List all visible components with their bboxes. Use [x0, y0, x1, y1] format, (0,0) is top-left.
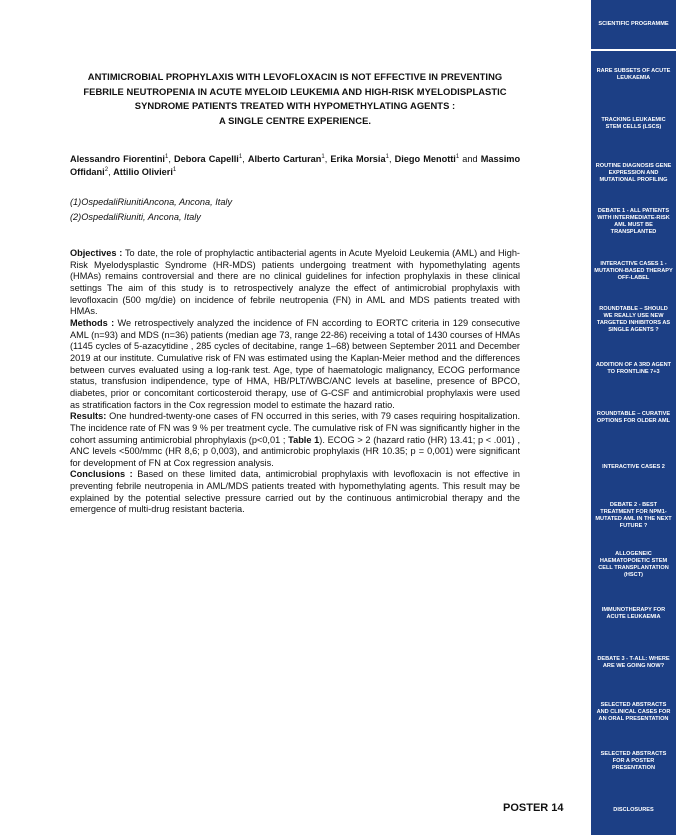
sidebar-item-rare-subsets-of-acute-leukaemia[interactable]: RARE SUBSETS OF ACUTE LEUKAEMIA [591, 51, 676, 100]
title-line: FEBRILE NEUTROPENIA IN ACUTE MYELOID LEUKEMIA AND HIGH-RISK MYELODISPLASTIC [83, 85, 507, 97]
author-name: Massimo Offidani [70, 154, 521, 177]
objectives-text: To date, the role of prophylactic antibacterial agents in Acute Myeloid Leukemia (AML) and High-Risk Myelodysplastic Syndrome (HR-MDS) patients undergoing treatment with hypomethylating agents (HMAs) remains controversial and there are no clinical guidelines for infection prophylaxis in these clinical settings The aim of this study is to retrospectively analyze the effect of antimicrobial prophylaxis with levofloxacin (500 mg/die) on incidence of febrile neutropenia (FN) in AML and MDS patients treated with HMAs. [70, 248, 520, 317]
author-name: Attilio Olivieri [113, 167, 173, 177]
results-text-continued: ). ECOG > 2 (hazard ratio (HR) 13.41; p < .001) , ANC levels <500/mmc (HR 8,6; p 0,003), and antimicrobic prophylaxis (HR 10.35; p = 0,001) were significant for development of FN at Cox regression analysis. [70, 434, 520, 468]
title-line: SYNDROME PATIENTS TREATED WITH HYPOMETHYLATING AGENTS : [134, 100, 456, 112]
sidebar-item-roundtable-curative-options-for-older-am[interactable]: ROUNDTABLE – CURATIVE OPTIONS FOR OLDER AML [591, 394, 676, 443]
results-section [70, 411, 520, 469]
conclusions-text: Based on these limited data, antimicrobial prophylaxis with levofloxacin is not effective in preventing febrile neutropenia in AML/MDS patients treated with hypomethylating agents. This result may be explained by the potential selective pressure carried out by the continuous antimicrobial therapy and the emergence of multi-drug resistant bacteria. [70, 469, 520, 515]
sidebar-item-disclosures[interactable]: DISCLOSURES [591, 786, 676, 835]
author-name: Debora Capelli [173, 154, 239, 164]
sidebar-item-immunotherapy-for-acute-leukaemia[interactable]: IMMUNOTHERAPY FOR ACUTE LEUKAEMIA [591, 590, 676, 639]
methods-label: Methods : [70, 317, 115, 328]
title-line: A SINGLE CENTRE EXPERIENCE. [218, 114, 372, 126]
affiliation-marker: 1 [172, 166, 177, 173]
author-separator: and [459, 154, 481, 164]
sidebar-item-debate-2-best-treatment-for-npm1-mutated[interactable]: DEBATE 2 - BEST TREATMENT FOR NPM1-MUTATED AML IN THE NEXT FUTURE ? [591, 492, 676, 541]
results-text: One hundred-twenty-one cases of FN occurred in this series, with 79 cases requiring hospitalization. The incidence rate of FN was 9 % per treatment cycle. The cumulative risk of FN was significantly higher in the cohort assuming antimicrobial phrophylaxis (p<0,01 ; [70, 411, 520, 445]
sidebar-item-roundtable-should-we-really-use-new-targ[interactable]: ROUNDTABLE – SHOULD WE REALLY USE NEW TARGETED INHIBITORS AS SINGLE AGENTS ? [591, 296, 676, 345]
author-separator: , [108, 167, 114, 177]
sidebar-item-addition-of-a-3rd-agent-to-frontline-7-3[interactable]: ADDITION OF A 3RD AGENT TO FRONTLINE 7+3 [591, 345, 676, 394]
author-name: Erika Morsia [330, 154, 386, 164]
objectives-section [70, 248, 520, 318]
author-separator: , [168, 154, 174, 164]
sidebar-item-allogeneic-haematopoietic-stem-cell-tran[interactable]: ALLOGENEIC HAEMATOPOIETIC STEM CELL TRANSPLANTATION (HSCT) [591, 541, 676, 590]
title-line: ANTIMICROBIAL PROPHYLAXIS WITH LEVOFLOXACIN IS NOT EFFECTIVE IN PREVENTING [87, 71, 503, 82]
sidebar-item-interactive-cases-1-mutation-based-thera[interactable]: INTERACTIVE CASES 1 - MUTATION-BASED THERAPY OFF-LABEL [591, 247, 676, 296]
methods-section [70, 318, 520, 411]
sidebar-item-selected-abstracts-and-clinical-cases-fo[interactable]: SELECTED ABSTRACTS AND CLINICAL CASES FOR AN ORAL PRESENTATION [591, 688, 676, 737]
affiliation-marker: 1 [385, 153, 389, 160]
sidebar-item-debate-1-all-patients-with-intermediate-[interactable]: DEBATE 1 - ALL PATIENTS WITH INTERMEDIATE-RISK AML MUST BE TRANSPLANTED [591, 198, 676, 247]
abstract-body [70, 248, 520, 516]
abstract-title [62, 70, 528, 128]
sidebar-item-scientific-programme[interactable]: SCIENTIFIC PROGRAMME [591, 0, 676, 49]
author-separator: , [388, 154, 395, 164]
author-separator: , [324, 154, 331, 164]
conclusions-section [70, 469, 520, 516]
affiliation-marker: 1 [455, 153, 460, 160]
conclusions-label: Conclusions : [70, 469, 133, 480]
sidebar-item-interactive-cases-2[interactable]: INTERACTIVE CASES 2 [591, 443, 676, 492]
author-list [70, 153, 520, 179]
affiliations [70, 195, 520, 224]
results-label: Results: [70, 411, 107, 422]
author-name: Alberto Carturan [247, 154, 322, 164]
author-separator: , [242, 154, 248, 164]
sidebar-item-selected-abstracts-for-a-poster-presenta[interactable]: SELECTED ABSTRACTS FOR A POSTER PRESENTATION [591, 737, 676, 786]
sidebar-nav [591, 0, 676, 832]
affiliation-marker: 1 [164, 153, 169, 160]
affiliation-marker: 1 [321, 153, 325, 160]
table-reference: Table 1 [288, 434, 320, 445]
author-name: Alessandro Fiorentini [70, 154, 165, 164]
sidebar-item-tracking-leukaemic-stem-cells-lscs[interactable]: TRACKING LEUKAEMIC STEM CELLS (LSCS) [591, 100, 676, 149]
affiliation-marker: 2 [104, 166, 109, 173]
affiliation: (1)OspedaliRiunitiAncona, Ancona, Italy [70, 197, 233, 207]
affiliation: (2)OspedaliRiuniti, Ancona, Italy [70, 211, 201, 222]
methods-text: We retrospectively analyzed the incidence of FN according to EORTC criteria in 129 consecutive AML (n=93) and MDS (n=36) patients (median age 73, range 22-86) receiving a total of 1430 courses of HMAs (1145 cycles of 5-azacytidine , 285 cycles of decitabine, range 1–68) between September 2011 and December 2019 at our institute. Cumulative risk of FN was estimated using the Kaplan-Meier method and the differences between curves evaluated using a log-rank test. Age, type of haematologic malignancy, ECOG performance status, transfusion indipendence, type of HMA, HB/PLT/WBC/ANC levels at baseline, presence of BPCO, diabetes, prior or concomitant corticosteroid therapy, use of G-CSF and antimicrobial prophylaxis were used as stratification factors in the Cox regression model to estimate the hazard ratio. [70, 317, 520, 410]
sidebar-item-routine-diagnosis-gene-expression-and-mu[interactable]: ROUTINE DIAGNOSIS GENE EXPRESSION AND MUTATIONAL PROFILING [591, 149, 676, 198]
author-name: Diego Menotti [394, 154, 456, 164]
poster-number: POSTER 14 [503, 802, 564, 814]
objectives-label: Objectives : [70, 248, 123, 258]
affiliation-marker: 1 [238, 153, 243, 160]
sidebar-item-debate-3-t-all-where-are-we-going-now[interactable]: DEBATE 3 - T-ALL: WHERE ARE WE GOING NOW? [591, 639, 676, 688]
